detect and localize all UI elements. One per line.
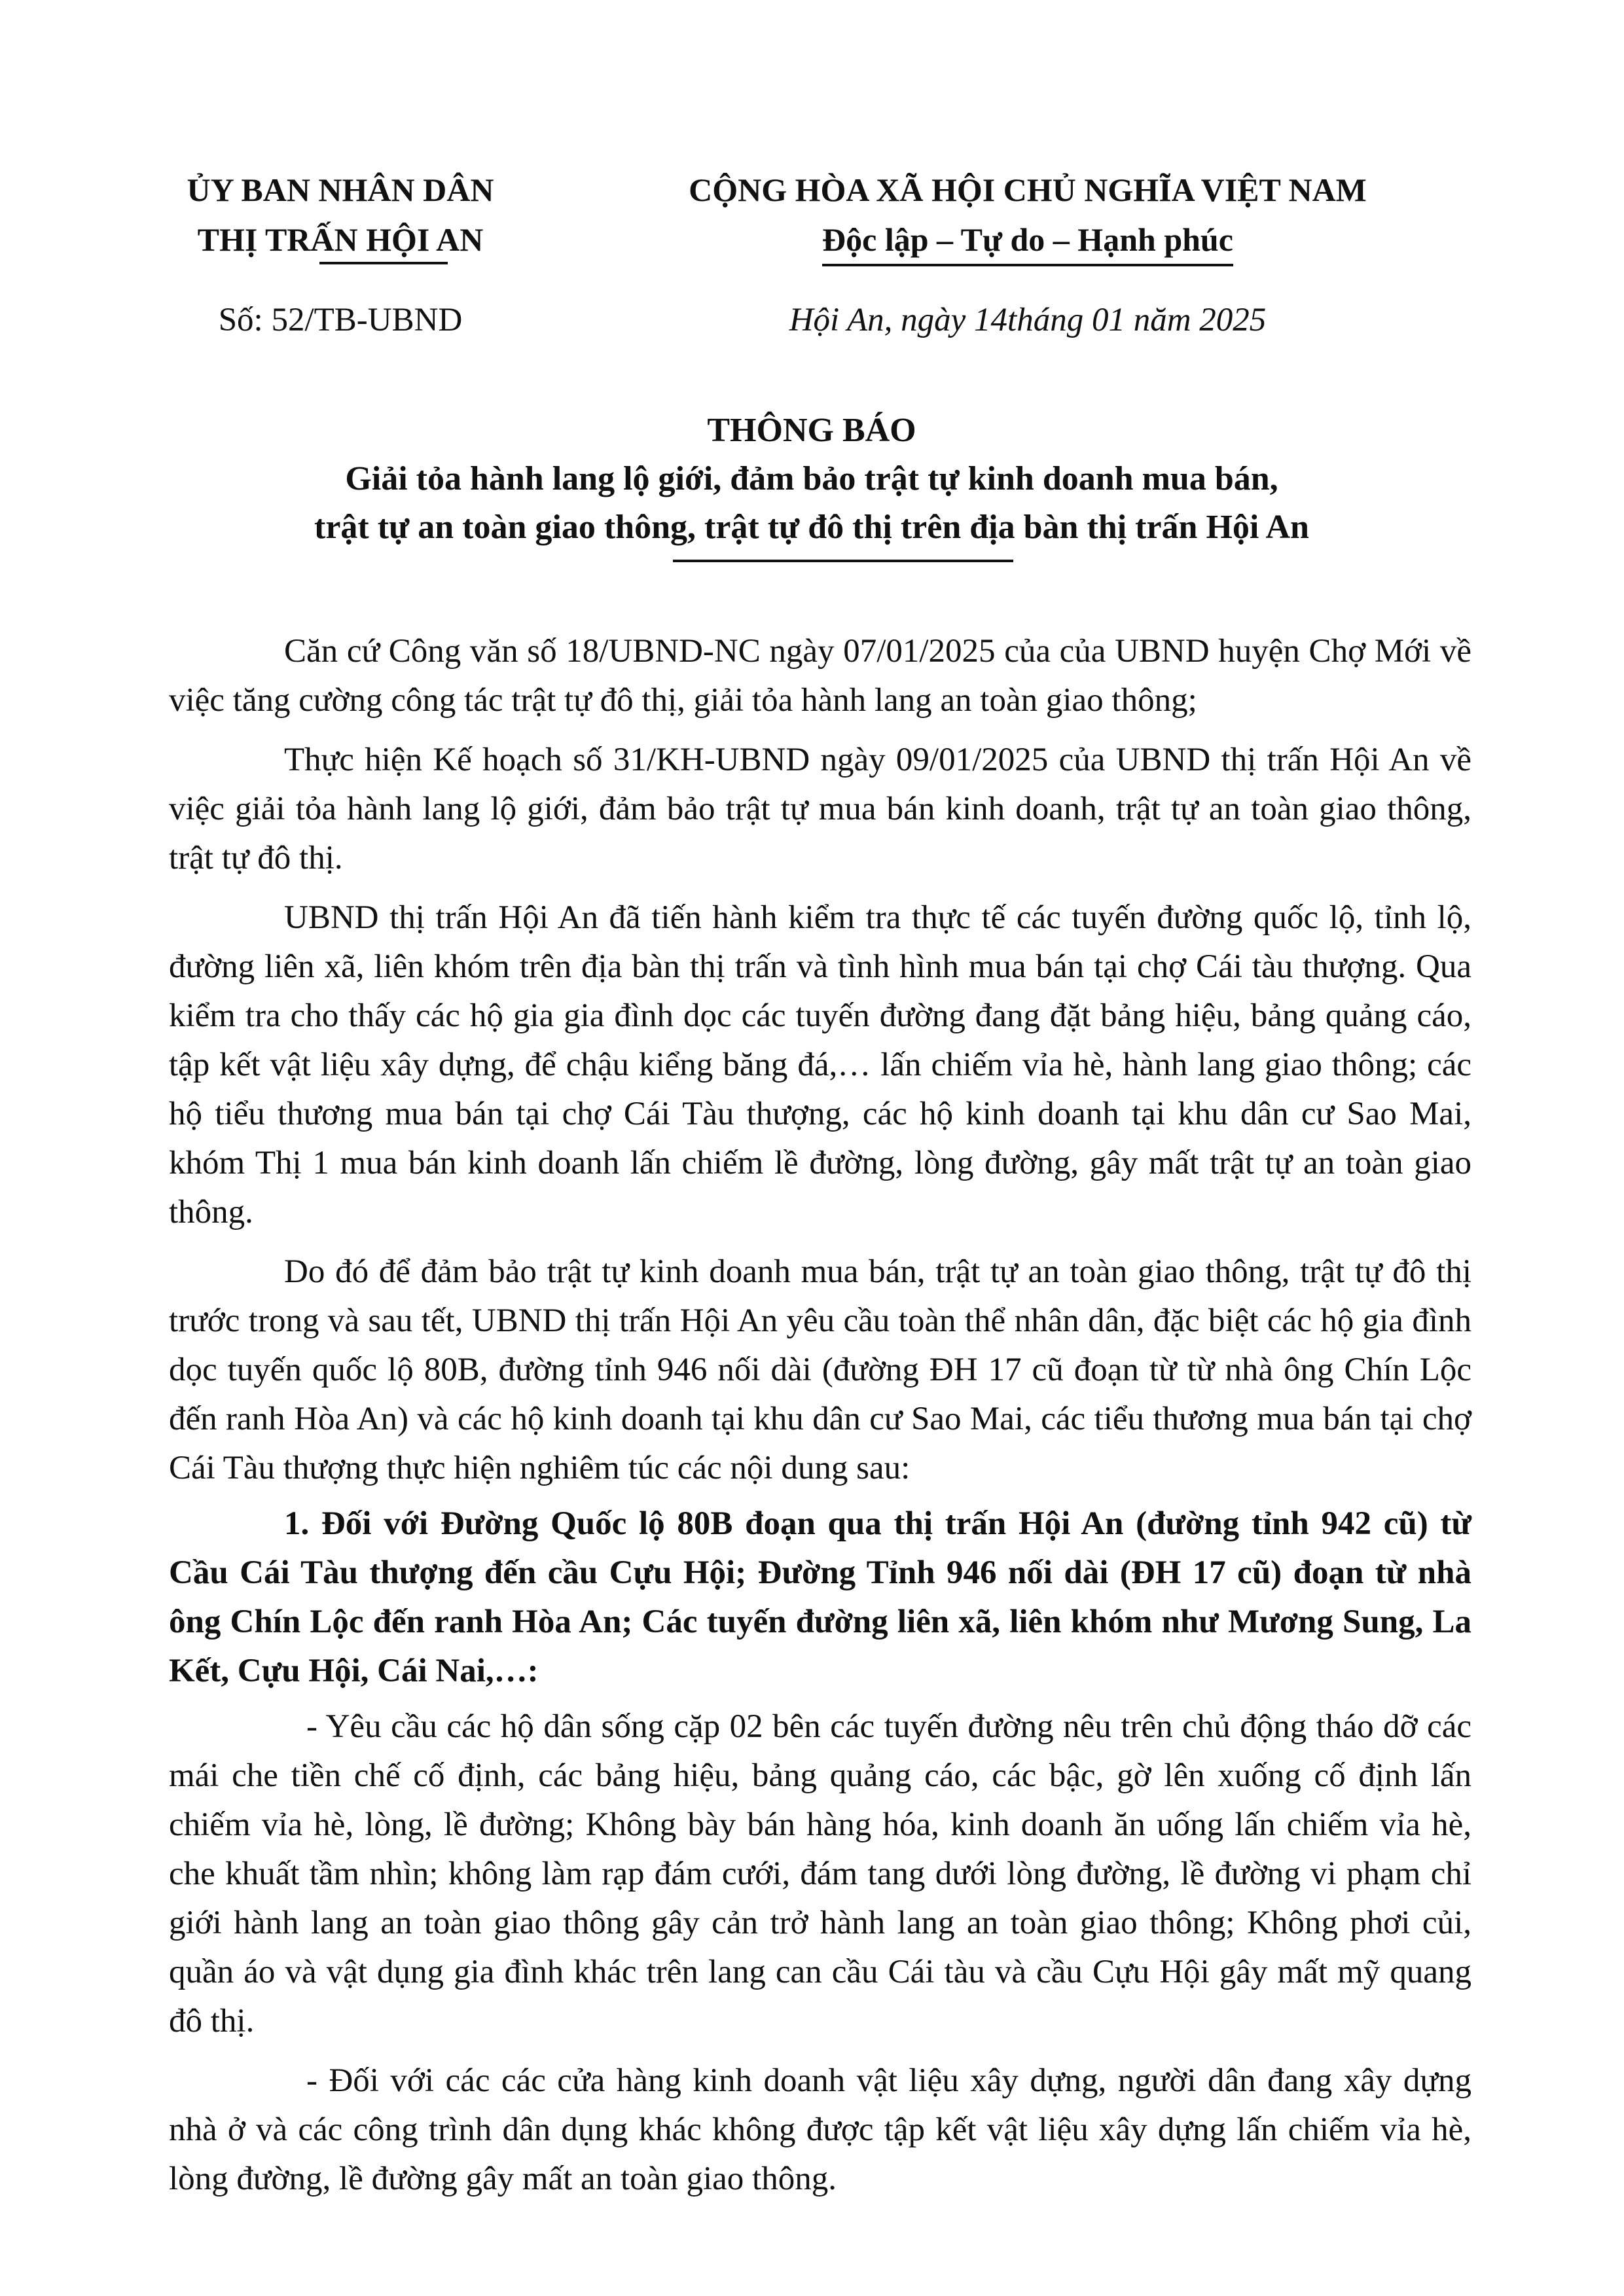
org-name-line1: ỦY BAN NHÂN DÂN (187, 171, 494, 208)
paragraph-legal-basis: Căn cứ Công văn số 18/UBND-NC ngày 07/01/2025 của của UBND huyện Chợ Mới về việc tăng cường công tác trật tự đô thị, giải tỏa hành lang an toàn giao thông; (169, 633, 1471, 719)
document-date: Hội An, ngày 14tháng 01 năm 2025 (789, 302, 1267, 338)
national-header (589, 165, 1466, 266)
bullet-item: - Yêu cầu các hộ dân sống cặp 02 bên các tuyến đường nêu trên chủ động tháo dỡ các mái che tiền chế cố định, các bảng hiệu, bảng quảng cáo, các bậc, gờ lên xuống cố định lấn chiếm vỉa hè, lòng, lề đường; Không bày bán hàng hóa, kinh doanh ăn uống lấn chiếm vỉa hè, che khuất tầm nhìn; không làm rạp đám cưới, đám tang dưới lòng đường, lề đường vi phạm chỉ giới hành lang an toàn giao thông gây cản trở hành lang an toàn giao thông; Không phơi củi, quần áo và vật dụng gia đình khác trên lang can cầu Cái tàu và cầu Cựu Hội gây mất mỹ quang đô thị. (169, 1708, 1471, 2039)
paragraph-plan: Thực hiện Kế hoạch số 31/KH-UBND ngày 09/01/2025 của UBND thị trấn Hội An về việc giải tỏa hành lang lộ giới, đảm bảo trật tự mua bán kinh doanh, trật tự an toàn giao thông, trật tự đô thị. (169, 742, 1471, 876)
document-title: THÔNG BÁO (707, 412, 916, 449)
national-motto: Độc lập – Tự do – Hạnh phúc (822, 217, 1233, 266)
paragraph-request: Do đó để đảm bảo trật tự kinh doanh mua bán, trật tự an toàn giao thông, trật tự đô thị trước trong và sau tết, UBND thị trấn Hội An yêu cầu toàn thể nhân dân, đặc biệt các hộ gia đình dọc tuyến quốc lộ 80B, đường tỉnh 946 nối dài (đường ĐH 17 cũ đoạn từ từ nhà ông Chín Lộc đến ranh Hòa An) và các hộ kinh doanh tại khu dân cư Sao Mai, các tiểu thương mua bán tại chợ Cái Tàu thượng thực hiện nghiêm túc các nội dung sau: (169, 1253, 1471, 1486)
section-heading-1: 1. Đối với Đường Quốc lộ 80B đoạn qua thị trấn Hội An (đường tỉnh 942 cũ) từ Cầu Cái Tàu thượng đến cầu Cựu Hội; Đường Tỉnh 946 nối dài (ĐH 17 cũ) đoạn từ nhà ông Chín Lộc đến ranh Hòa An; Các tuyến đường liên xã, liên khóm như Mương Sung, La Kết, Cựu Hội, Cái Nai,…: (169, 1505, 1471, 1689)
issuing-organization (170, 165, 511, 264)
subtitle-line2: trật tự an toàn giao thông, trật tự đô thị trên địa bàn thị trấn Hội An (314, 509, 1309, 546)
document-number: Số: 52/TB-UBND (218, 302, 463, 338)
paragraph-inspection: UBND thị trấn Hội An đã tiến hành kiểm tra thực tế các tuyến đường quốc lộ, tỉnh lộ, đường liên xã, liên khóm trên địa bàn thị trấn và tình hình mua bán tại chợ Cái tàu thượng. Qua kiểm tra cho thấy các hộ gia gia đình dọc các tuyến đường đang đặt bảng hiệu, bảng quảng cáo, tập kết vật liệu xây dựng, để chậu kiểng băng đá,… lấn chiếm vỉa hè, hành lang giao thông; các hộ tiểu thương mua bán tại chợ Cái Tàu thượng, các hộ kinh doanh tại khu dân cư Sao Mai, khóm Thị 1 mua bán kinh doanh lấn chiếm lề đường, lòng đường, gây mất trật tự an toàn giao thông. (169, 899, 1471, 1230)
bullet-item: - Đối với các các cửa hàng kinh doanh vật liệu xây dựng, người dân đang xây dựng nhà ở và các công trình dân dụng khác không được tập kết vật liệu xây dựng lấn chiếm vỉa hè, lòng đường, lề đường gây mất an toàn giao thông. (169, 2062, 1471, 2197)
org-name-line2: THỊ TRẤN HỘI AN (197, 221, 484, 258)
document-subtitle (118, 455, 1506, 552)
document-body (169, 627, 1471, 2214)
country-name: CỘNG HÒA XÃ HỘI CHỦ NGHĨA VIỆT NAM (689, 171, 1367, 208)
title-underline (673, 560, 1013, 562)
subtitle-line1: Giải tỏa hành lang lộ giới, đảm bảo trật tự kinh doanh mua bán, (345, 460, 1278, 497)
org-underline (319, 262, 448, 264)
